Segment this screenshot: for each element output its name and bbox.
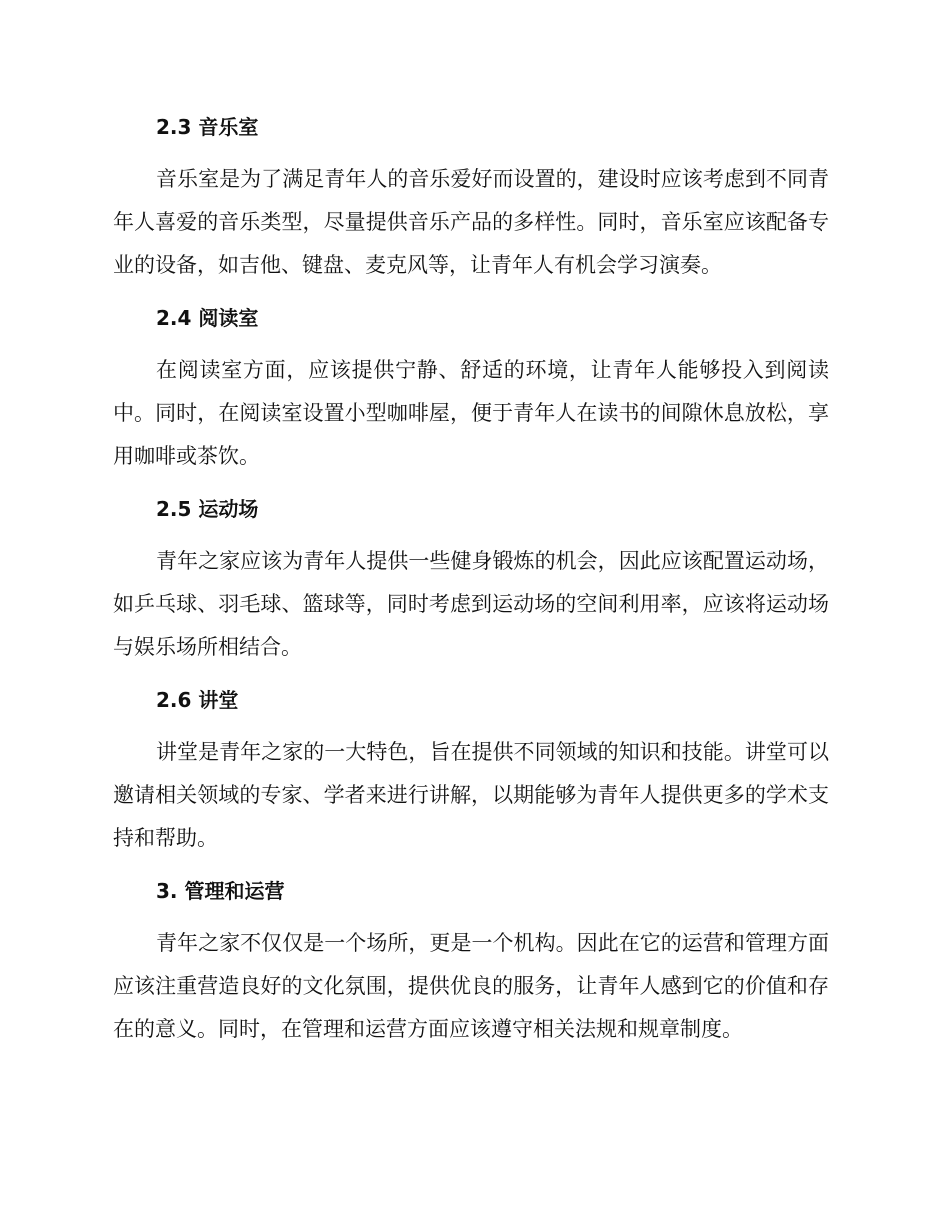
section-lecture-hall <box>113 683 829 860</box>
section-heading: 2.5 运动场 <box>156 497 259 521</box>
section-paragraph: 青年之家应该为青年人提供一些健身锻炼的机会，因此应该配置运动场，如乒乓球、羽毛球、篮球等，同时考虑到运动场的空间利用率，应该将运动场与娱乐场所相结合。 <box>113 549 829 659</box>
section-sports-field <box>113 492 829 669</box>
section-paragraph: 在阅读室方面，应该提供宁静、舒适的环境，让青年人能够投入到阅读中。同时，在阅读室设置小型咖啡屋，便于青年人在读书的间隙休息放松，享用咖啡或茶饮。 <box>113 358 829 468</box>
section-paragraph: 音乐室是为了满足青年人的音乐爱好而设置的，建设时应该考虑到不同青年人喜爱的音乐类型，尽量提供音乐产品的多样性。同时，音乐室应该配备专业的设备，如吉他、键盘、麦克风等，让青年人有机会学习演奏。 <box>113 167 829 277</box>
section-management <box>113 874 829 1051</box>
section-heading: 2.3 音乐室 <box>156 115 259 139</box>
section-heading: 3. 管理和运营 <box>156 879 285 903</box>
section-paragraph: 青年之家不仅仅是一个场所，更是一个机构。因此在它的运营和管理方面应该注重营造良好的文化氛围，提供优良的服务，让青年人感到它的价值和存在的意义。同时，在管理和运营方面应该遵守相关法规和规章制度。 <box>113 931 829 1041</box>
section-paragraph: 讲堂是青年之家的一大特色，旨在提供不同领域的知识和技能。讲堂可以邀请相关领域的专家、学者来进行讲解，以期能够为青年人提供更多的学术支持和帮助。 <box>113 740 829 850</box>
section-heading: 2.6 讲堂 <box>156 688 239 712</box>
document-body <box>113 110 829 1065</box>
section-music-room <box>113 110 829 287</box>
section-heading: 2.4 阅读室 <box>156 306 259 330</box>
section-reading-room <box>113 301 829 478</box>
